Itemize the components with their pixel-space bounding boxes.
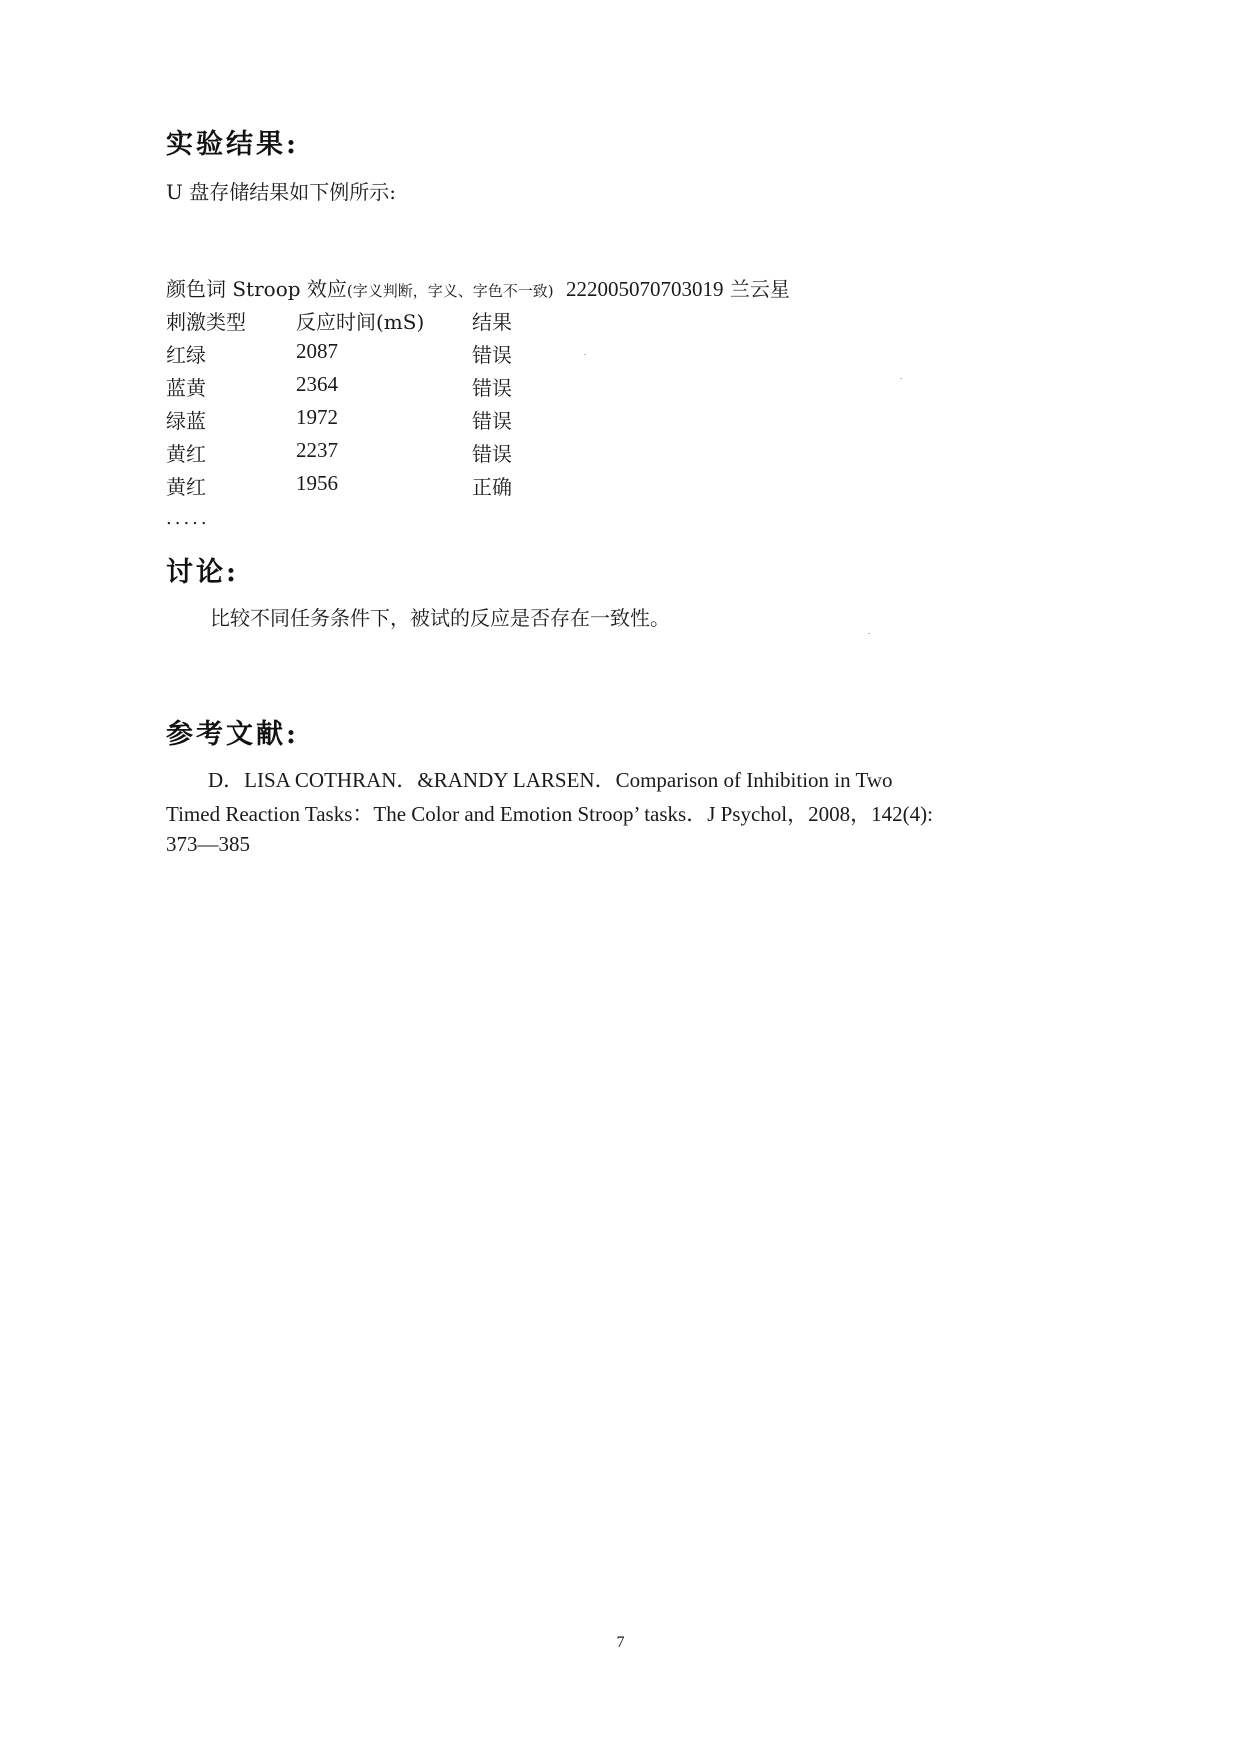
cell-stimulus: 黄红 xyxy=(166,475,206,499)
scan-speck xyxy=(584,354,586,355)
reference-line-2: Timed Reaction Tasks：The Color and Emotion Stroop’ tasks．J Psychol，2008，142(4): xyxy=(166,802,933,826)
discussion-text: 比较不同任务条件下，被试的反应是否存在一致性。 xyxy=(210,606,670,630)
cell-result: 正确 xyxy=(472,475,512,499)
cell-stimulus: 蓝黄 xyxy=(166,376,206,400)
cell-reaction-time: 2237 xyxy=(296,438,338,462)
cell-result: 错误 xyxy=(472,409,512,433)
scan-speck xyxy=(900,378,902,379)
caption-note: (字义判断，字义、字色不一致) xyxy=(346,282,554,300)
header-stimulus-type: 刺激类型 xyxy=(166,310,246,334)
table-ellipsis: ..... xyxy=(166,508,210,529)
discussion-heading: 讨论: xyxy=(166,557,239,588)
caption-id: 222005070703019 xyxy=(565,277,724,301)
results-intro: U 盘存储结果如下例所示: xyxy=(166,180,396,204)
reference-line-3: 373—385 xyxy=(166,832,250,856)
cell-stimulus: 绿蓝 xyxy=(166,409,206,433)
cell-stimulus: 黄红 xyxy=(166,442,206,466)
scan-speck xyxy=(868,633,870,634)
reference-line-1: D．LISA COTHRAN．&RANDY LARSEN．Comparison of Inhibition in Two xyxy=(208,768,893,792)
cell-reaction-time: 1972 xyxy=(296,405,338,429)
caption-title: 颜色词 Stroop 效应 xyxy=(166,277,347,301)
references-heading: 参考文献: xyxy=(166,719,299,750)
cell-stimulus: 红绿 xyxy=(166,343,206,367)
cell-result: 错误 xyxy=(472,442,512,466)
cell-result: 错误 xyxy=(472,376,512,400)
cell-reaction-time: 2087 xyxy=(296,339,338,363)
header-result: 结果 xyxy=(472,310,512,334)
cell-reaction-time: 2364 xyxy=(296,372,338,396)
caption-name: 兰云星 xyxy=(729,277,790,301)
results-caption xyxy=(166,273,790,302)
header-reaction-time: 反应时间(mS) xyxy=(296,310,425,334)
cell-reaction-time: 1956 xyxy=(296,471,338,495)
results-heading: 实验结果: xyxy=(166,129,299,160)
cell-result: 错误 xyxy=(472,343,512,367)
page-number: 7 xyxy=(616,1634,625,1651)
